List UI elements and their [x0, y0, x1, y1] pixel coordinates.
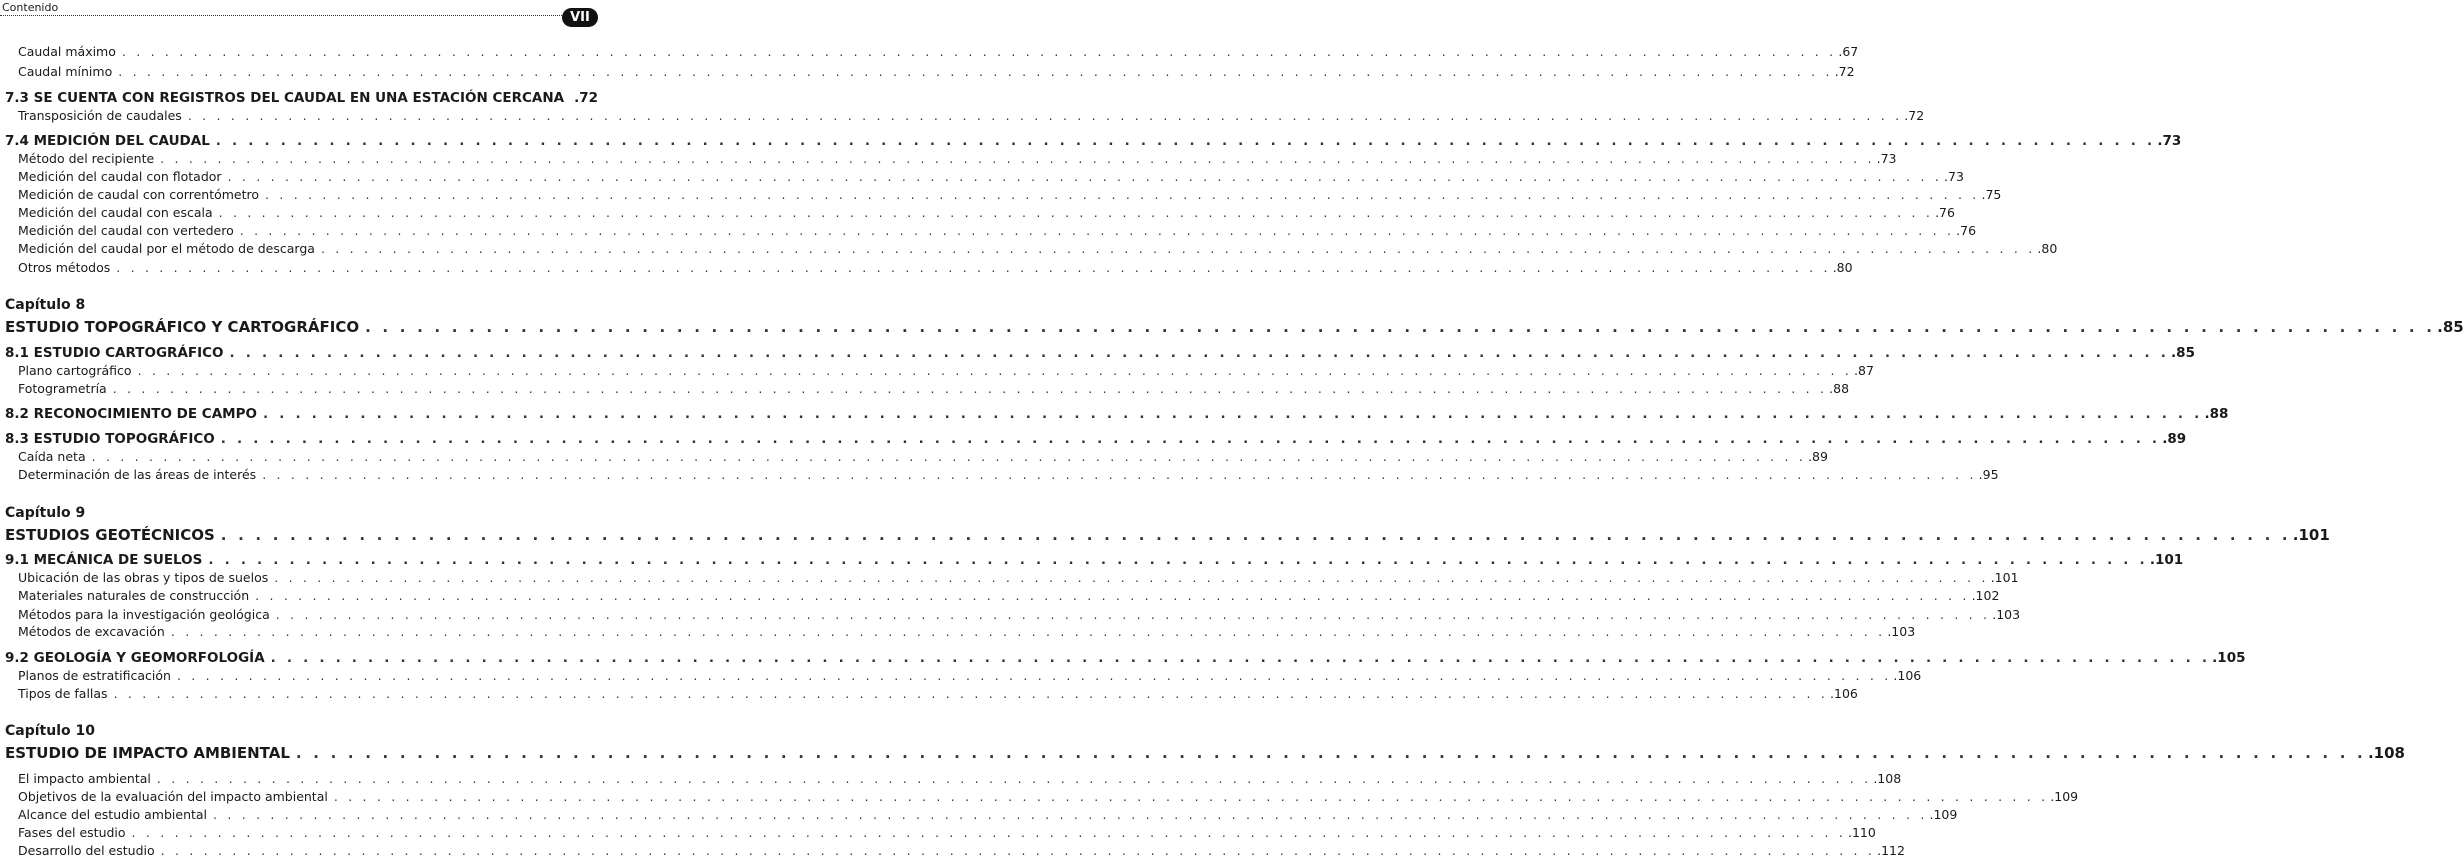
dot-leader: . . . . . . . . . . . . . . . . . . . . . . . . . . . . . . . . . . . . . . . . . . . . . . . . . . . . . . . . . . . . . . . . . . . . . . . . . . . . . . . . . . . . . . . . . . . . . . . . . . . . . . . . . . . . . . . . . . . . . . . .	[208, 552, 2148, 568]
entry-title: Caída neta	[18, 449, 86, 464]
dot-leader: . . . . . . . . . . . . . . . . . . . . . . . . . . . . . . . . . . . . . . . . . . . . . . . . . . . . . . . . . . . . . . . . . . . . . . . . . . . . . . . . . . . . . . . . . . . . . . . . . . . . . . . . . . . . . . . . . . . . . . . .	[270, 650, 2211, 666]
entry-page: .73	[1944, 169, 1964, 184]
entry-title: Ubicación de las obras y tipos de suelos	[18, 570, 269, 585]
dot-leader: . . . . . . . . . . . . . . . . . . . . . . . . . . . . . . . . . . . . . . . . . . . . . . . . . . . . . . . . . . . . . . . . . . . . . . . . . . . . . . . . . . . . . . . . . . . . . . . . . . . . . . . . . . . . . . . . . . . . . . . .	[320, 241, 2036, 256]
entry-page: .88	[2204, 406, 2229, 422]
entry-page: .80	[1832, 260, 1853, 275]
entry-title: Medición de caudal con correntómetro	[18, 187, 260, 202]
page-number-badge: VII	[562, 8, 598, 27]
toc-entry[interactable]	[0, 824, 1876, 842]
entry-page: .80	[2037, 241, 2058, 256]
toc-entry[interactable]	[0, 380, 1850, 398]
entry-page: .88	[1829, 381, 1850, 396]
chapter-number: Capítulo 8	[5, 297, 86, 313]
dot-leader: . . . . . . . . . . . . . . . . . . . . . . . . . . . . . . . . . . . . . . . . . . . . . . . . . . . . . . . . . . . . . . . . . . . . . . . . . . . . . . . . . . . . . . . . . . . . . . . . . . . . . . . . . . . . . . . . . . . . . . . .	[227, 169, 1943, 184]
entry-page: .85	[2171, 345, 2195, 361]
entry-page: .108	[2367, 744, 2405, 762]
entry-page: .73	[1876, 151, 1897, 166]
dot-leader: . . . . . . . . . . . . . . . . . . . . . . . . . . . . . . . . . . . . . . . . . . . . . . . . . . . . . . . . . . . . . . . . . . . . . . . . . . . . . . . . . . . . . . . . . . . . . . . . . . . . . . . . . . . . . . . . . . . . . . . .	[170, 624, 1886, 639]
entry-title: ESTUDIO TOPOGRÁFICO Y CARTOGRÁFICO	[5, 318, 360, 336]
dot-leader: . . . . . . . . . . . . . . . . . . . . . . . . . . . . . . . . . . . . . . . . . . . . . . . . . . . . . . . . . . . . . . . . . . . . . . . . . . . . . . . . . . . . . . . . . . . . . . . . . . . . . . . . . . . . . . . . . . . . . . . .	[239, 223, 1955, 238]
entry-page: .101	[1990, 570, 2019, 585]
entry-title: Fotogrametría	[18, 381, 107, 396]
dot-leader: . . . . . . . . . . . . . . . . . . . . . . . . . . . . . . . . . . . . . . . . . . . . . . . . . . . . . . . . . . . . . . . . . . . . . . . . . . . . . . . . . . . . . . . . . . . . . . . . . . . . . . . . . . . . . . . . . . . . . . . .	[137, 363, 1853, 378]
chapter-number: Capítulo 9	[5, 505, 86, 521]
entry-page: .95	[1978, 467, 1999, 482]
toc-entry[interactable]	[0, 806, 1958, 824]
toc-section-entry[interactable]	[0, 132, 2182, 150]
entry-title: Transposición de caudales	[18, 108, 182, 123]
entry-page: .72	[574, 90, 598, 106]
entry-page: .87	[1854, 363, 1874, 378]
entry-title: Otros métodos	[18, 260, 111, 275]
entry-page: .110	[1848, 825, 1876, 840]
toc-chapter-entry[interactable]	[0, 744, 2405, 762]
toc-entry[interactable]	[0, 448, 1828, 466]
entry-page: .108	[1873, 771, 1902, 786]
dot-leader: . . . . . . . . . . . . . . . . . . . . . . . . . . . . . . . . . . . . . . . . . . . . . . . . . . . . . . . . . . . . . . . . . . . . . . . . . . . . . . . . . . . . . . . . . . . . . . . . . . . . . . . . . . . . . . . . . . . . . . . .	[215, 133, 2156, 149]
toc-entry[interactable]	[0, 107, 1925, 125]
entry-title: 9.1 MECÁNICA DE SUELOS	[5, 552, 203, 568]
toc-entry[interactable]	[0, 667, 1922, 685]
entry-page: .109	[2050, 789, 2079, 804]
toc-section-entry[interactable]	[0, 430, 2187, 448]
dot-leader: . . . . . . . . . . . . . . . . . . . . . . . . . . . . . . . . . . . . . . . . . . . . . . . . . . . . . . . . . . . . . . . . . . . . . . . . . . . . . . . . . . . . . . . . . . . . . . . . . . . . . . . . . . . . . . . . . . . . . . . .	[116, 260, 1831, 275]
toc-entry[interactable]	[0, 623, 1916, 641]
entry-page: .72	[1834, 64, 1855, 79]
entry-title: Medición del caudal con escala	[18, 205, 213, 220]
entry-title: Método del recipiente	[18, 151, 155, 166]
dot-leader	[570, 89, 572, 107]
toc-entry[interactable]	[0, 63, 1855, 81]
toc-entry[interactable]	[0, 770, 1902, 788]
entry-title: Caudal mínimo	[18, 64, 113, 79]
toc-section-entry[interactable]	[0, 89, 598, 107]
entry-title: 7.3 SE CUENTA CON REGISTROS DEL CAUDAL EN UNA ESTACIÓN CERCANA	[5, 90, 565, 106]
dot-leader: . . . . . . . . . . . . . . . . . . . . . . . . . . . . . . . . . . . . . . . . . . . . . . . . . . . . . . . . . . . . . . . . . . . . . . . . . . . . . . . . . . . . . . . . . . . . . . . . . . . . . . . . . . . . . . . . . . . . . . . .	[113, 686, 1829, 701]
toc-entry[interactable]	[0, 606, 2021, 624]
entry-title: Tipos de fallas	[18, 686, 108, 701]
entry-page: .105	[2212, 650, 2246, 666]
toc-entry[interactable]	[0, 240, 2058, 258]
entry-title: Caudal máximo	[18, 44, 116, 59]
entry-page: .67	[1838, 44, 1859, 59]
running-header: Contenido	[2, 1, 59, 14]
entry-title: Medición del caudal con flotador	[18, 169, 222, 184]
toc-entry[interactable]	[0, 587, 2000, 605]
dot-leader: . . . . . . . . . . . . . . . . . . . . . . . . . . . . . . . . . . . . . . . . . . . . . . . . . . . . . . . . . . . . . . . . . . . . . . . . . . . . . . . . . . . . . . . . . . . . . . . . . . . . . . . . . . . . . . . . . . . . . . . .	[262, 467, 1977, 482]
toc-entry[interactable]	[0, 168, 1964, 186]
entry-page: .101	[2292, 526, 2330, 544]
dot-leader: . . . . . . . . . . . . . . . . . . . . . . . . . . . . . . . . . . . . . . . . . . . . . . . . . . . . . . . . . . . . . . . . . . . . . . . . . . . . . . . . . . . . . . . . . . . . . . . . . . . . . . . . . . . . . . . . . . . . . . . .	[118, 64, 1833, 79]
entry-title: ESTUDIO DE IMPACTO AMBIENTAL	[5, 744, 290, 762]
entry-page: .106	[1830, 686, 1858, 701]
entry-title: El impacto ambiental	[18, 771, 151, 786]
toc-entry[interactable]	[0, 788, 2079, 806]
header-divider	[0, 15, 570, 16]
dot-leader: . . . . . . . . . . . . . . . . . . . . . . . . . . . . . . . . . . . . . . . . . . . . . . . . . . . . . . . . . . . . . . . . . . . . . . . . . . . . . . . . . . . . . . . . . . . . . . . . . . . . . . . . . . . . . . . . . . . . . . . .	[333, 789, 2049, 804]
toc-section-entry[interactable]	[0, 551, 2184, 569]
dot-leader: . . . . . . . . . . . . . . . . . . . . . . . . . . . . . . . . . . . . . . . . . . . . . . . . . . . . . . . . . . . . . . . . . . . . . . . . . . . . . . . . . . . . . . . . . . . . . . . . . . . . . . . . . . . . . . . . . . . . . . . .	[131, 825, 1846, 840]
entry-title: Alcance del estudio ambiental	[18, 807, 208, 822]
dot-leader: . . . . . . . . . . . . . . . . . . . . . . . . . . . . . . . . . . . . . . . . . . . . . . . . . . . . . . . . . . . . . . . . . . . . . . . . . . . . . . . . . . . . . . . . . . . . . . . . . . . . . . . . . . . . . . . . . . . . . . . .	[274, 570, 1989, 585]
entry-title: Determinación de las áreas de interés	[18, 467, 257, 482]
entry-title: Medición del caudal por el método de descarga	[18, 241, 315, 256]
dot-leader: . . . . . . . . . . . . . . . . . . . . . . . . . . . . . . . . . . . . . . . . . . . . . . . . . . . . . . . . . . . . . . . . . . . . . . . . . . . . . . . . . . . . . . . . . . . . . . . . . . . . . . . . . . . . . . . . . . . . . . . .	[220, 526, 2291, 544]
entry-page: .106	[1893, 668, 1922, 683]
entry-page: .89	[1808, 449, 1828, 464]
entry-page: .112	[1877, 843, 1905, 858]
toc-entry[interactable]	[0, 685, 1858, 703]
entry-title: Desarrollo del estudio	[18, 843, 155, 858]
dot-leader: . . . . . . . . . . . . . . . . . . . . . . . . . . . . . . . . . . . . . . . . . . . . . . . . . . . . . . . . . . . . . . . . . . . . . . . . . . . . . . . . . . . . . . . . . . . . . . . . . . . . . . . . . . . . . . . . . . . . . . . .	[255, 588, 1970, 603]
toc-entry[interactable]	[0, 466, 1999, 484]
toc-entry[interactable]	[0, 259, 1853, 277]
toc-entry[interactable]	[0, 150, 1897, 168]
entry-page: .76	[1956, 223, 1977, 238]
entry-page: .72	[1904, 108, 1925, 123]
entry-page: .103	[1887, 624, 1916, 639]
entry-title: ESTUDIOS GEOTÉCNICOS	[5, 526, 215, 544]
entry-title: 8.3 ESTUDIO TOPOGRÁFICO	[5, 431, 215, 447]
dot-leader: . . . . . . . . . . . . . . . . . . . . . . . . . . . . . . . . . . . . . . . . . . . . . . . . . . . . . . . . . . . . . . . . . . . . . . . . . . . . . . . . . . . . . . . . . . . . . . . . . . . . . . . . . . . . . . . . . . . . . . . .	[213, 807, 1928, 822]
entry-title: Métodos para la investigación geológica	[18, 607, 270, 622]
entry-title: Métodos de excavación	[18, 624, 165, 639]
entry-title: Materiales naturales de construcción	[18, 588, 250, 603]
entry-page: .109	[1929, 807, 1958, 822]
dot-leader: . . . . . . . . . . . . . . . . . . . . . . . . . . . . . . . . . . . . . . . . . . . . . . . . . . . . . . . . . . . . . . . . . . . . . . . . . . . . . . . . . . . . . . . . . . . . . . . . . . . . . . . . . . . . . . . . . . . . . . . .	[121, 44, 1837, 59]
entry-page: .101	[2149, 552, 2184, 568]
toc-entry[interactable]	[0, 222, 1977, 240]
dot-leader: . . . . . . . . . . . . . . . . . . . . . . . . . . . . . . . . . . . . . . . . . . . . . . . . . . . . . . . . . . . . . . . . . . . . . . . . . . . . . . . . . . . . . . . . . . . . . . . . . . . . . . . . . . . . . . . . . . . . . . . .	[220, 431, 2161, 447]
dot-leader: . . . . . . . . . . . . . . . . . . . . . . . . . . . . . . . . . . . . . . . . . . . . . . . . . . . . . . . . . . . . . . . . . . . . . . . . . . . . . . . . . . . . . . . . . . . . . . . . . . . . . . . . . . . . . . . . . . . . . . . .	[160, 843, 1876, 858]
entry-title: Fases del estudio	[18, 825, 126, 840]
entry-page: .85	[2437, 318, 2464, 336]
entry-page: .73	[2157, 133, 2182, 149]
toc-entry[interactable]	[0, 569, 2019, 587]
entry-title: 8.1 ESTUDIO CARTOGRÁFICO	[5, 345, 224, 361]
toc-section-entry[interactable]	[0, 405, 2229, 423]
toc-entry[interactable]	[0, 43, 1859, 61]
chapter-number: Capítulo 10	[5, 723, 95, 739]
dot-leader: . . . . . . . . . . . . . . . . . . . . . . . . . . . . . . . . . . . . . . . . . . . . . . . . . . . . . . . . . . . . . . . . . . . . . . . . . . . . . . . . . . . . . . . . . . . . . . . . . . . . . . . . . . . . . . . . . . . . . . . .	[262, 406, 2203, 422]
toc-entry[interactable]	[0, 842, 1905, 860]
dot-leader: . . . . . . . . . . . . . . . . . . . . . . . . . . . . . . . . . . . . . . . . . . . . . . . . . . . . . . . . . . . . . . . . . . . . . . . . . . . . . . . . . . . . . . . . . . . . . . . . . . . . . . . . . . . . . . . . . . . . . . . .	[265, 187, 1980, 202]
entry-title: Objetivos de la evaluación del impacto ambiental	[18, 789, 328, 804]
dot-leader: . . . . . . . . . . . . . . . . . . . . . . . . . . . . . . . . . . . . . . . . . . . . . . . . . . . . . . . . . . . . . . . . . . . . . . . . . . . . . . . . . . . . . . . . . . . . . . . . . . . . . . . . . . . . . . . . . . . . . . . .	[160, 151, 1875, 166]
dot-leader: . . . . . . . . . . . . . . . . . . . . . . . . . . . . . . . . . . . . . . . . . . . . . . . . . . . . . . . . . . . . . . . . . . . . . . . . . . . . . . . . . . . . . . . . . . . . . . . . . . . . . . . . . . . . . . . . . . . . . . . .	[295, 744, 2366, 762]
toc-entry[interactable]	[0, 362, 1874, 380]
dot-leader: . . . . . . . . . . . . . . . . . . . . . . . . . . . . . . . . . . . . . . . . . . . . . . . . . . . . . . . . . . . . . . . . . . . . . . . . . . . . . . . . . . . . . . . . . . . . . . . . . . . . . . . . . . . . . . . . . . . . . . . .	[229, 345, 2170, 361]
dot-leader: . . . . . . . . . . . . . . . . . . . . . . . . . . . . . . . . . . . . . . . . . . . . . . . . . . . . . . . . . . . . . . . . . . . . . . . . . . . . . . . . . . . . . . . . . . . . . . . . . . . . . . . . . . . . . . . . . . . . . . . .	[365, 318, 2436, 336]
entry-page: .89	[2162, 431, 2187, 447]
entry-page: .76	[1935, 205, 1955, 220]
entry-title: Plano cartográfico	[18, 363, 132, 378]
dot-leader: . . . . . . . . . . . . . . . . . . . . . . . . . . . . . . . . . . . . . . . . . . . . . . . . . . . . . . . . . . . . . . . . . . . . . . . . . . . . . . . . . . . . . . . . . . . . . . . . . . . . . . . . . . . . . . . . . . . . . . . .	[112, 381, 1828, 396]
entry-title: Planos de estratificación	[18, 668, 171, 683]
toc-entry[interactable]	[0, 204, 1955, 222]
entry-page: .102	[1971, 588, 2000, 603]
toc-chapter-entry[interactable]	[0, 318, 2464, 336]
toc-section-entry[interactable]	[0, 344, 2195, 362]
entry-title: 7.4 MEDICIÓN DEL CAUDAL	[5, 133, 210, 149]
dot-leader: . . . . . . . . . . . . . . . . . . . . . . . . . . . . . . . . . . . . . . . . . . . . . . . . . . . . . . . . . . . . . . . . . . . . . . . . . . . . . . . . . . . . . . . . . . . . . . . . . . . . . . . . . . . . . . . . . . . . . . . .	[218, 205, 1934, 220]
dot-leader: . . . . . . . . . . . . . . . . . . . . . . . . . . . . . . . . . . . . . . . . . . . . . . . . . . . . . . . . . . . . . . . . . . . . . . . . . . . . . . . . . . . . . . . . . . . . . . . . . . . . . . . . . . . . . . . . . . . . . . . .	[156, 771, 1872, 786]
entry-page: .103	[1992, 607, 2021, 622]
toc-section-entry[interactable]	[0, 649, 2246, 667]
entry-title: 8.2 RECONOCIMIENTO DE CAMPO	[5, 406, 257, 422]
toc-chapter-entry[interactable]	[0, 526, 2330, 544]
dot-leader: . . . . . . . . . . . . . . . . . . . . . . . . . . . . . . . . . . . . . . . . . . . . . . . . . . . . . . . . . . . . . . . . . . . . . . . . . . . . . . . . . . . . . . . . . . . . . . . . . . . . . . . . . . . . . . . . . . . . . . . .	[275, 607, 1991, 622]
entry-title: 9.2 GEOLOGÍA Y GEOMORFOLOGÍA	[5, 650, 265, 666]
entry-page: .75	[1981, 187, 2002, 202]
dot-leader: . . . . . . . . . . . . . . . . . . . . . . . . . . . . . . . . . . . . . . . . . . . . . . . . . . . . . . . . . . . . . . . . . . . . . . . . . . . . . . . . . . . . . . . . . . . . . . . . . . . . . . . . . . . . . . . . . . . . . . . .	[91, 449, 1807, 464]
entry-title: Medición del caudal con vertedero	[18, 223, 234, 238]
toc-entry[interactable]	[0, 186, 2002, 204]
dot-leader: . . . . . . . . . . . . . . . . . . . . . . . . . . . . . . . . . . . . . . . . . . . . . . . . . . . . . . . . . . . . . . . . . . . . . . . . . . . . . . . . . . . . . . . . . . . . . . . . . . . . . . . . . . . . . . . . . . . . . . . .	[176, 668, 1892, 683]
dot-leader: . . . . . . . . . . . . . . . . . . . . . . . . . . . . . . . . . . . . . . . . . . . . . . . . . . . . . . . . . . . . . . . . . . . . . . . . . . . . . . . . . . . . . . . . . . . . . . . . . . . . . . . . . . . . . . . . . . . . . . . .	[187, 108, 1903, 123]
